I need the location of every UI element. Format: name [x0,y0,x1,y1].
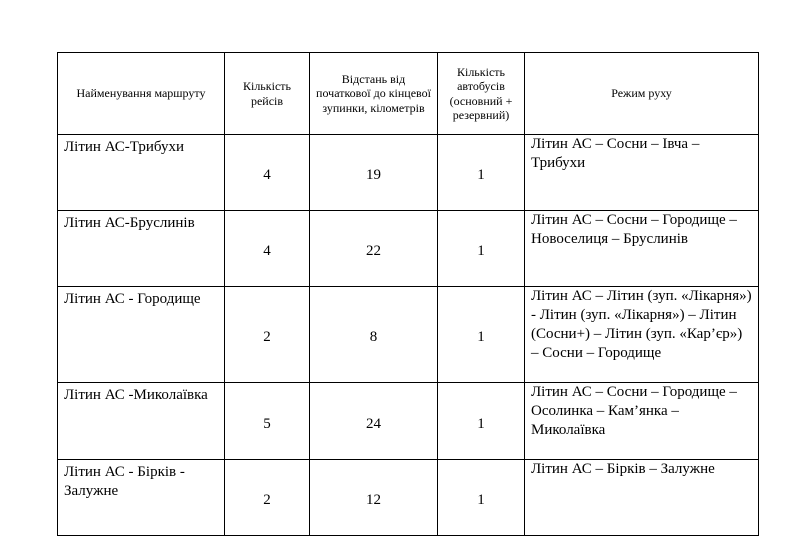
route-name-cell: Літин АС - Городище [58,287,225,383]
trips-cell: 4 [225,135,310,211]
distance-cell: 8 [310,287,438,383]
routes-table [57,52,759,536]
schedule-cell: Літин АС – Сосни – Івча – Трибухи [525,135,759,211]
route-name-cell: Літин АС - Бірків - Залужне [58,460,225,536]
distance-cell: 12 [310,460,438,536]
distance-cell: 22 [310,211,438,287]
route-name-cell: Літин АС-Бруслинів [58,211,225,287]
table-row [58,383,759,460]
distance-cell: 19 [310,135,438,211]
header-distance: Відстань від початкової до кінцевої зупинки, кілометрів [310,53,438,135]
trips-cell: 2 [225,287,310,383]
buses-cell: 1 [438,287,525,383]
header-buses: Кількість автобусів (основний + резервний) [438,53,525,135]
table-row [58,287,759,383]
schedule-cell: Літин АС – Сосни – Городище – Осолинка – Кам’янка – Миколаївка [525,383,759,460]
buses-cell: 1 [438,135,525,211]
schedule-cell: Літин АС – Літин (зуп. «Лікарня») - Літин (зуп. «Лікарня») – Літин (Сосни+) – Літин (зуп. «Кар’єр») – Сосни – Городище [525,287,759,383]
distance-cell: 24 [310,383,438,460]
table-row [58,135,759,211]
table-row [58,211,759,287]
schedule-cell: Літин АС – Бірків – Залужне [525,460,759,536]
trips-cell: 2 [225,460,310,536]
buses-cell: 1 [438,460,525,536]
header-route-name: Найменування маршруту [58,53,225,135]
trips-cell: 5 [225,383,310,460]
buses-cell: 1 [438,383,525,460]
table-header-row [58,53,759,135]
table-row [58,460,759,536]
header-schedule: Режим руху [525,53,759,135]
trips-cell: 4 [225,211,310,287]
header-trips: Кількість рейсів [225,53,310,135]
buses-cell: 1 [438,211,525,287]
route-name-cell: Літин АС -Миколаївка [58,383,225,460]
schedule-cell: Літин АС – Сосни – Городище – Новоселиця – Бруслинів [525,211,759,287]
route-name-cell: Літин АС-Трибухи [58,135,225,211]
